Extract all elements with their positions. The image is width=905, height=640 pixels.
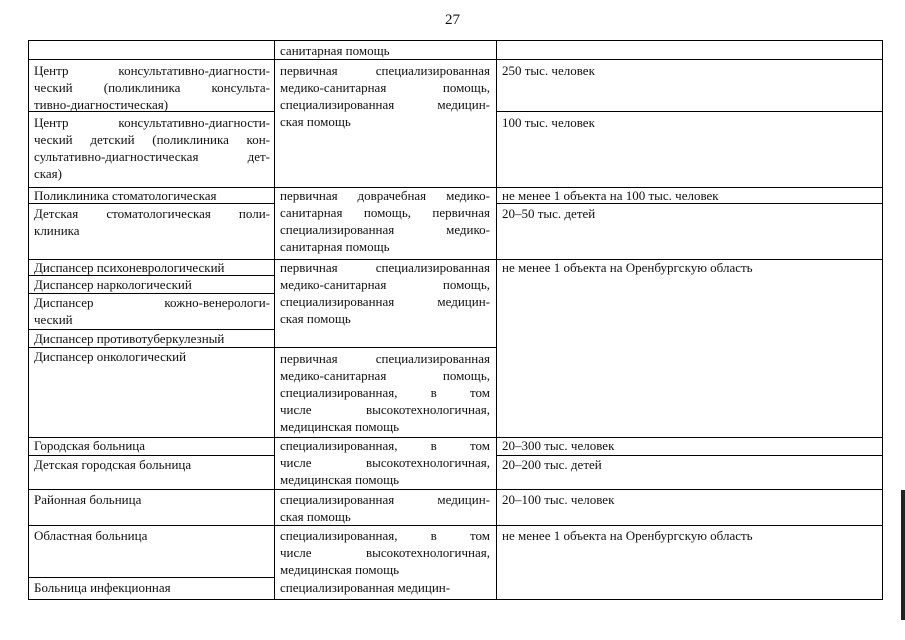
cell-line: 20–200 тыс. детей [502, 457, 602, 472]
column-divider [274, 41, 275, 599]
cell-line: первичная доврачебная медико- [280, 188, 490, 203]
cell-line: Центр консультативно-диагности- [34, 115, 270, 130]
cell-line: специализированная медико- [280, 222, 490, 237]
cell-line: Больница инфекционная [34, 580, 171, 595]
cell-line: ческий детский (поликлиника кон- [34, 132, 270, 147]
cell-line: медико-санитарная помощь, [280, 277, 490, 292]
cell-line: специализированная медицин- [280, 580, 451, 595]
cell-line: санитарная помощь, первичная [280, 205, 490, 220]
facility-name-cell [34, 205, 270, 239]
cell-line: числе высокотехнологичная, [280, 455, 490, 470]
facility-name-cell [34, 456, 270, 473]
facility-name-cell [34, 437, 270, 454]
row-divider [29, 59, 882, 60]
cell-line: ская помощь [280, 311, 351, 326]
cell-line: первичная специализированная [280, 63, 490, 78]
capacity-cell [502, 259, 878, 276]
cell-line: специализированная медицин- [280, 97, 490, 112]
care-type-cell [280, 259, 490, 327]
capacity-cell [502, 491, 878, 508]
cell-line: не менее 1 объекта на Оренбургскую область [502, 528, 753, 543]
facility-name-cell [34, 114, 270, 182]
cell-line: ская) [34, 166, 62, 181]
cell-line: 100 тыс. человек [502, 115, 595, 130]
row-divider [29, 577, 274, 578]
capacity-cell [502, 114, 878, 131]
cell-line: не менее 1 объекта на 100 тыс. человек [502, 188, 719, 203]
row-divider [496, 111, 882, 112]
cell-line: Городская больница [34, 438, 146, 453]
cell-line: специализированная, в том [280, 438, 490, 453]
cell-line: 20–300 тыс. человек [502, 438, 615, 453]
cell-line: медико-санитарная помощь, [280, 80, 490, 95]
cell-line: Поликлиника стоматологическая [34, 188, 217, 203]
cell-line: медицинская помощь [280, 562, 400, 577]
cell-line: медицинская помощь [280, 419, 400, 434]
cell-line: санитарная помощь [280, 239, 390, 254]
care-type-cell [280, 437, 490, 488]
cell-line: Диспансер наркологический [34, 277, 192, 292]
cell-line: первичная специализированная [280, 260, 490, 275]
cell-line: Диспансер психоневрологический [34, 260, 225, 275]
cell-line: ская помощь [280, 114, 351, 129]
cell-line: специализированная, в том [280, 385, 490, 400]
cell-line: ческий [34, 312, 73, 327]
cell-line: медицинская помощь [280, 472, 400, 487]
column-divider [496, 41, 497, 599]
care-type-cell [280, 491, 490, 525]
facility-name-cell [34, 348, 270, 365]
cell-line: 20–100 тыс. человек [502, 492, 615, 507]
page-number: 27 [445, 12, 460, 28]
row-divider [29, 525, 882, 526]
care-type-cell [280, 527, 490, 578]
care-type-cell [280, 62, 490, 130]
cell-line: специализированная медицин- [280, 492, 490, 507]
scan-edge-mark [901, 490, 905, 620]
cell-line: 250 тыс. человек [502, 63, 595, 78]
cell-line: не менее 1 объекта на Оренбургскую область [502, 260, 753, 275]
cell-line: специализированная медицин- [280, 294, 490, 309]
capacity-cell [502, 62, 878, 79]
cell-line: Детская городская больница [34, 457, 192, 472]
facility-name-cell [34, 187, 270, 204]
capacity-cell [502, 437, 878, 454]
cell-line: медико-санитарная помощь, [280, 368, 490, 383]
facility-name-cell [34, 276, 270, 293]
cell-line: сультативно-диагностическая дет- [34, 149, 270, 164]
cell-line: ская помощь [280, 509, 351, 524]
facility-name-cell [34, 579, 270, 596]
facility-name-cell [34, 491, 270, 508]
cell-line: первичная специализированная [280, 351, 490, 366]
cell-line: Диспансер онкологический [34, 349, 187, 364]
cell-line: клиника [34, 223, 80, 238]
facility-name-cell [34, 294, 270, 328]
facility-name-cell [34, 259, 270, 276]
capacity-cell [502, 205, 878, 222]
cell-line: числе высокотехнологичная, [280, 402, 490, 417]
care-type-cell [280, 579, 490, 596]
cell-line: специализированная, в том [280, 528, 490, 543]
cell-line: 20–50 тыс. детей [502, 206, 596, 221]
facility-name-cell [34, 527, 270, 544]
care-type-cell [280, 42, 490, 59]
capacity-cell [502, 456, 878, 473]
cell-line: тивно-диагностическая) [34, 97, 169, 112]
capacity-cell [502, 187, 878, 204]
facility-name-cell [34, 62, 270, 113]
cell-line: ческий (поликлиника консульта- [34, 80, 270, 95]
care-type-cell [280, 187, 490, 255]
cell-line: Диспансер противотуберкулезный [34, 331, 225, 346]
facility-name-cell [34, 330, 270, 347]
cell-line: Центр консультативно-диагности- [34, 63, 270, 78]
cell-line: Диспансер кожно-венерологи- [34, 295, 270, 310]
capacity-cell [502, 527, 878, 544]
cell-line: Областная больница [34, 528, 148, 543]
cell-line: числе высокотехнологичная, [280, 545, 490, 560]
cell-line: Районная больница [34, 492, 142, 507]
cell-line: Детская стоматологическая поли- [34, 206, 270, 221]
facility-table [28, 40, 883, 600]
cell-line: санитарная помощь [280, 43, 390, 58]
row-divider [29, 489, 882, 490]
care-type-cell [280, 350, 490, 435]
